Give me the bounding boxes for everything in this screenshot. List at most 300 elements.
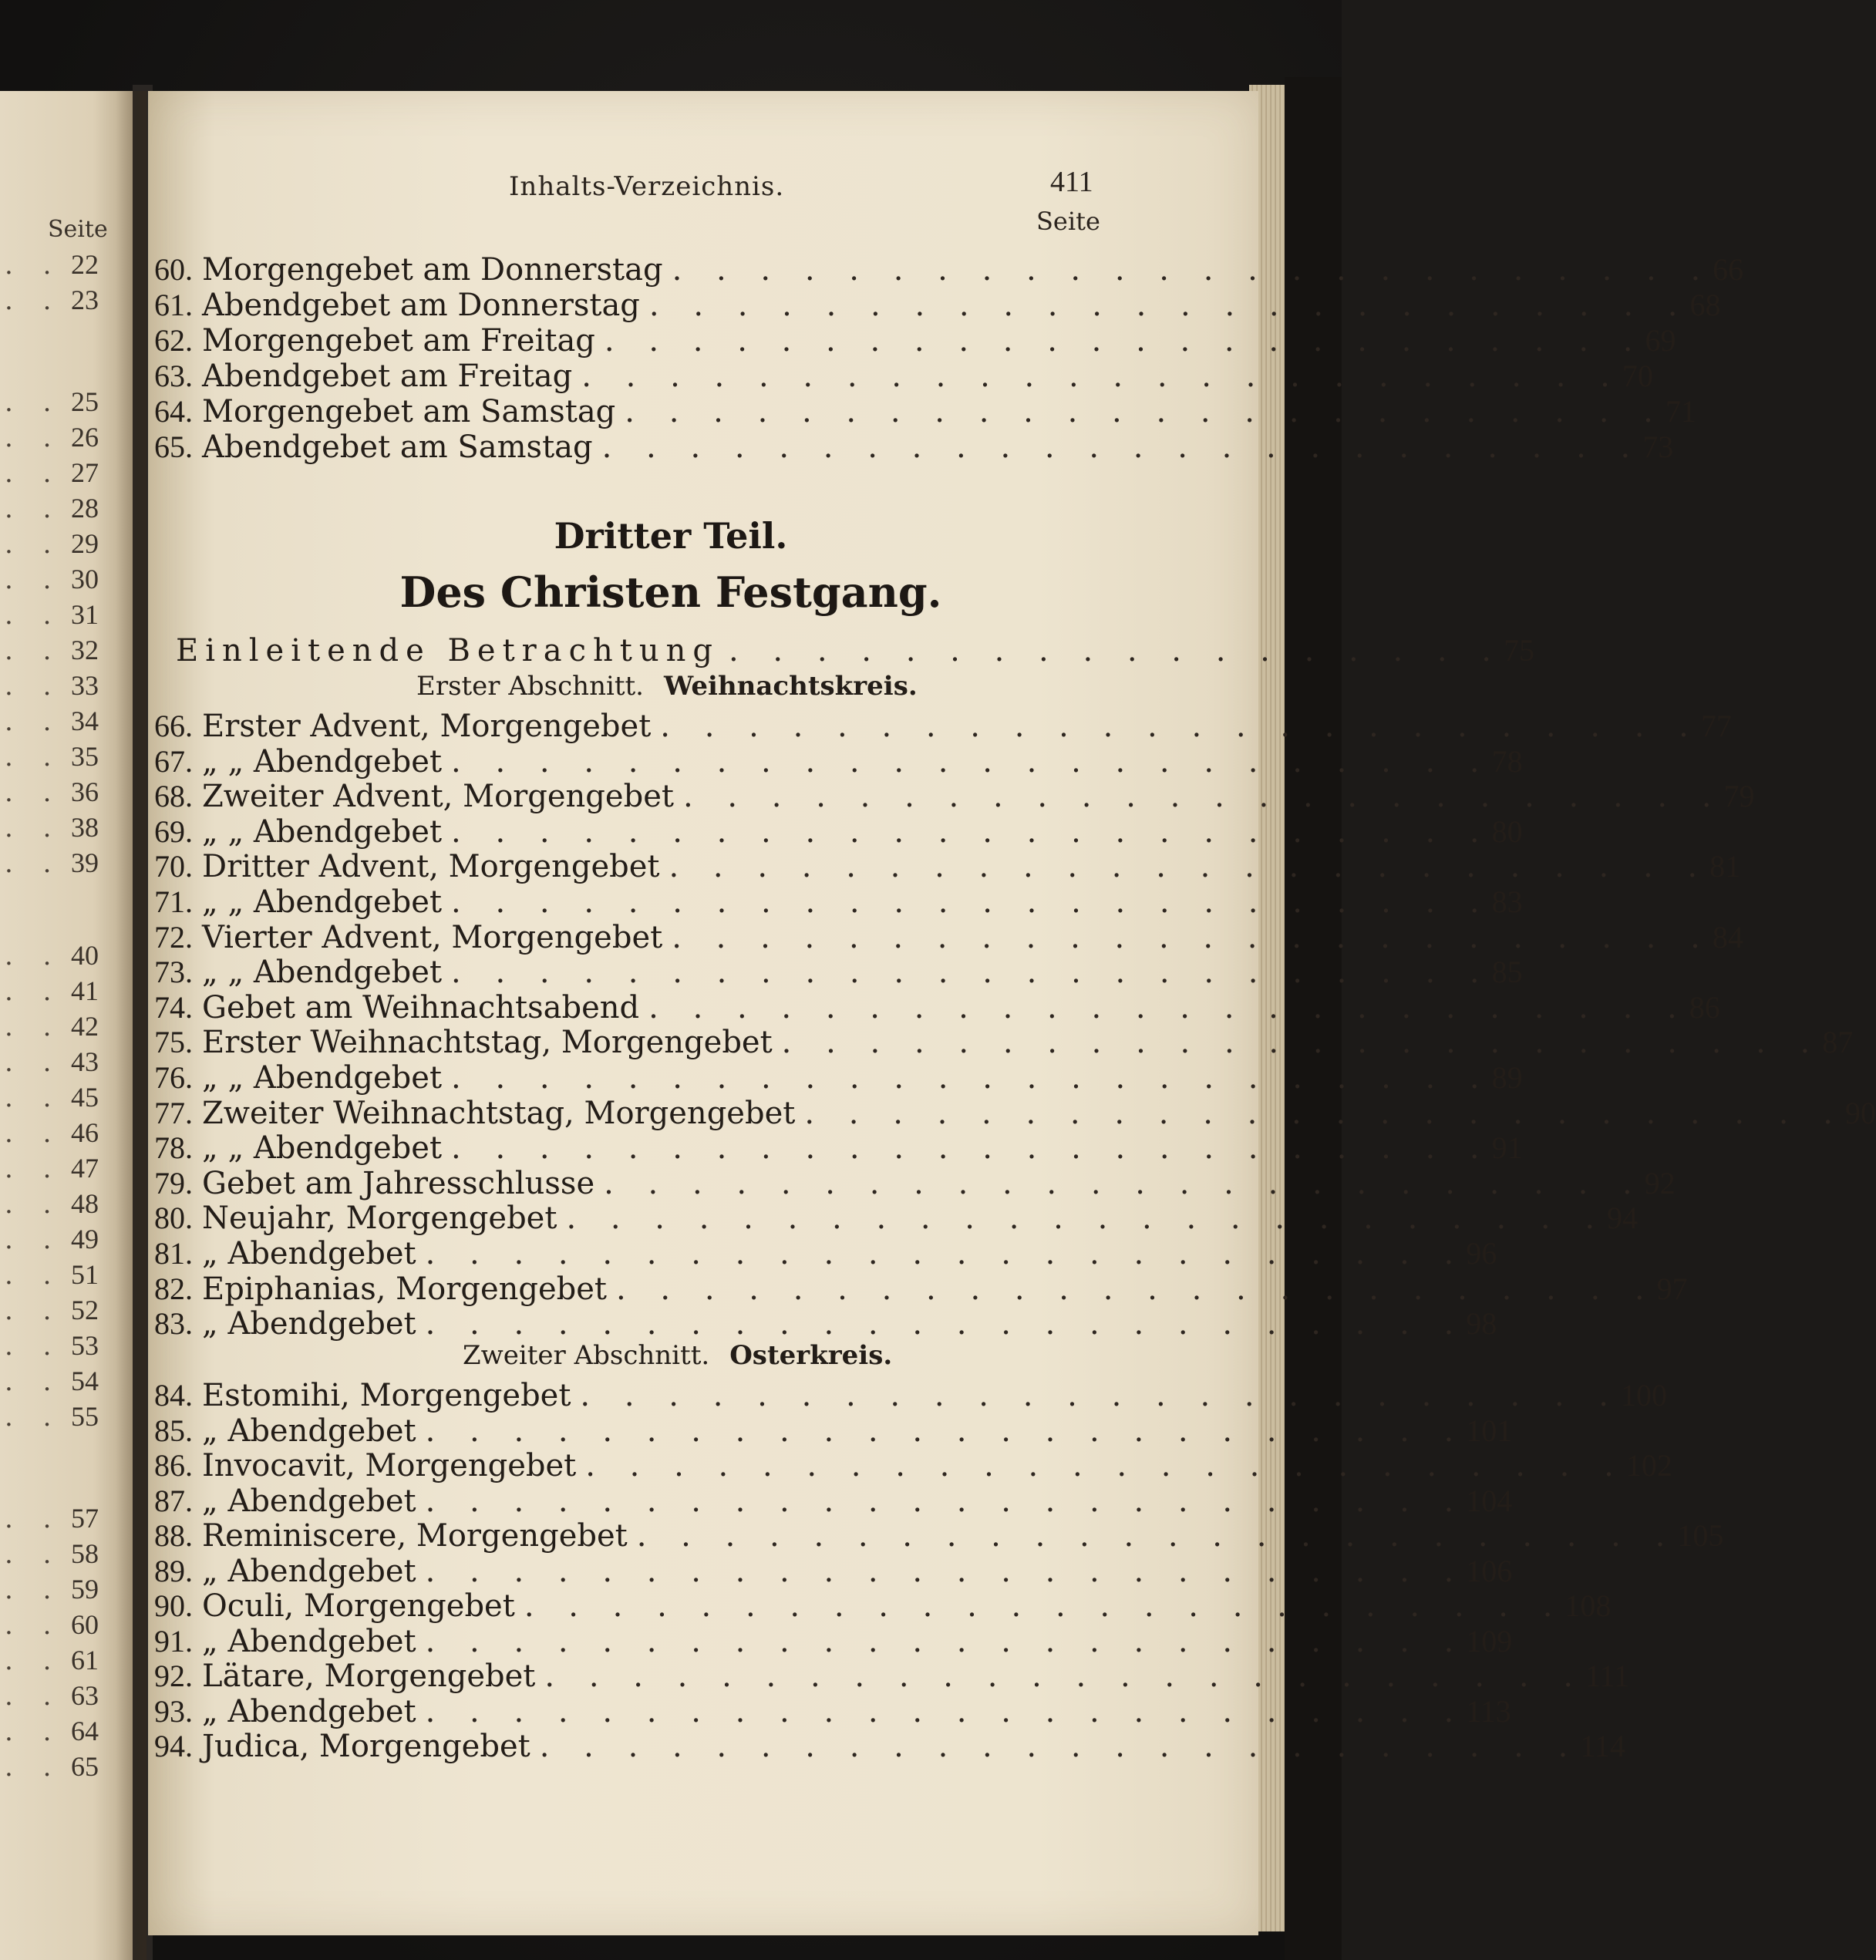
leader-dots: . . . . . . . . . . . . . . . . . . . . . . . . <box>636 1518 1678 1554</box>
entry-number: 77. <box>154 1095 193 1130</box>
left-page-row <box>0 1152 99 1183</box>
left-page-row <box>0 1365 99 1396</box>
left-page-row <box>0 1608 99 1639</box>
toc-entry <box>154 954 1523 991</box>
entry-number: 76. <box>154 1060 193 1095</box>
entry-page: 90 <box>1844 1095 1876 1130</box>
entry-page: 105 <box>1677 1518 1724 1553</box>
leader-dots: . . . . . . . . . . . . . . . . . . . . . . . . <box>524 1588 1565 1624</box>
entry-number: 91. <box>154 1623 193 1659</box>
left-page-number: 54 <box>71 1366 99 1396</box>
leader-dots: . . . . . . . . . . . . . . . . . . . . . . . . <box>648 288 1690 323</box>
entry-title: Abendgebet am Donnerstag <box>202 288 640 323</box>
toc-entry <box>154 1413 1513 1449</box>
left-page-row <box>0 1502 99 1533</box>
leader-dots: . . . . . . . . . . . . . . . . . . . . . . . . <box>601 429 1643 465</box>
leader-dots: . . <box>5 600 62 631</box>
entry-number: 83. <box>154 1306 193 1342</box>
leader-dots: . . <box>5 1610 62 1641</box>
left-page-row <box>0 1294 99 1325</box>
leader-dots: . . <box>5 1189 62 1220</box>
leader-dots: . . . . . . . . . . . . . . . . . . . . . . . . <box>451 1130 1492 1167</box>
leader-dots: . . <box>5 387 62 418</box>
entry-page: 73 <box>1642 429 1674 464</box>
leader-dots: . . <box>5 1681 62 1712</box>
leader-dots: . . . . . . . . . . . . . . . . . . . . . . . . <box>425 1553 1467 1589</box>
entry-page: 70 <box>1622 359 1653 393</box>
left-page-row <box>0 847 99 877</box>
entry-number: 69. <box>154 813 193 849</box>
left-page-row <box>0 284 99 315</box>
entry-number: 70. <box>154 849 193 884</box>
entry-number: 92. <box>154 1659 193 1693</box>
left-page-number: 57 <box>71 1503 99 1534</box>
part-subtitle: Des Christen Festgang. <box>399 567 942 617</box>
left-page-number: 55 <box>71 1401 99 1432</box>
intro-page: 75 <box>1504 633 1535 668</box>
left-page-number: 28 <box>71 493 99 524</box>
left-page-row <box>0 1329 99 1360</box>
entry-number: 80. <box>154 1201 193 1236</box>
leader-dots: . . . . . . . . . . . . . . . . . . . . . . . . <box>669 849 1710 885</box>
entry-page: 78 <box>1491 743 1523 779</box>
entry-number: 82. <box>154 1271 193 1306</box>
left-page-number: 29 <box>71 528 99 559</box>
left-page-number: 31 <box>71 599 99 630</box>
toc-entry <box>154 287 1721 323</box>
toc-entry <box>154 743 1523 780</box>
entry-title: „ Abendgebet <box>202 1413 416 1449</box>
intro-entry <box>176 632 1535 668</box>
entry-title: „ Abendgebet <box>202 1553 416 1589</box>
left-page-row <box>0 669 99 700</box>
leader-dots: . . <box>5 1366 62 1397</box>
toc-entry <box>154 393 1696 429</box>
left-page-number: 35 <box>71 741 99 772</box>
entry-title: Erster Advent, Morgengebet <box>202 709 652 744</box>
entry-page: 71 <box>1665 394 1696 429</box>
left-page-number: 34 <box>71 706 99 736</box>
entry-number: 72. <box>154 919 193 955</box>
entry-number: 66. <box>154 709 193 743</box>
leader-dots: . . . . . . . . . . . . . . . . . . . . . . . . <box>451 743 1492 780</box>
leader-dots: . . <box>5 848 62 879</box>
toc-entry <box>154 1305 1497 1342</box>
intro-title: Einleitende Betrachtung <box>176 633 719 668</box>
page-number: 411 <box>1050 166 1093 198</box>
entry-number: 60. <box>154 252 193 287</box>
entry-page: 106 <box>1466 1553 1513 1588</box>
leader-dots: . . . . . . . . . . . . . . . . . . . . . . . . <box>425 1623 1467 1659</box>
entry-number: 87. <box>154 1483 193 1518</box>
entry-title: „ Abendgebet <box>202 1483 416 1519</box>
leader-dots: . . <box>5 529 62 560</box>
leader-dots: . . . . . . . . . . . . . . . . . . . . . . . . <box>648 989 1689 1025</box>
left-page-row <box>0 1573 99 1604</box>
leader-dots: . . . . . . . . . . . . . . . . . . . . . . . . <box>566 1201 1608 1237</box>
entry-number: 85. <box>154 1413 193 1448</box>
entry-title: Neujahr, Morgengebet <box>202 1201 557 1237</box>
leader-dots: . . . . . . . . . . . . . . . . . . . . . . . . <box>580 1378 1622 1413</box>
left-page-row <box>0 1750 99 1781</box>
entry-page: 83 <box>1491 884 1523 919</box>
leader-dots: . . . . . . . . . . . . . . . . . . . . . . . . <box>672 919 1713 955</box>
leader-dots: . . . . . . . . . . . . . . . . . . . . . . . . <box>660 709 1701 744</box>
entry-page: 104 <box>1466 1483 1513 1518</box>
section-label: Erster Abschnitt. <box>416 671 644 702</box>
entry-number: 81. <box>154 1236 193 1271</box>
leader-dots: . . . . . . . . . . . . . . . . . . . . . . . . <box>451 813 1492 850</box>
entry-title: Zweiter Advent, Morgengebet <box>202 779 674 815</box>
entry-title: Reminiscere, Morgengebet <box>202 1518 628 1554</box>
left-page-number: 30 <box>71 564 99 594</box>
entry-title: Zweiter Weihnachtstag, Morgengebet <box>202 1095 796 1131</box>
left-page-row <box>0 1046 99 1076</box>
toc-entry <box>154 1130 1523 1167</box>
entry-page: 114 <box>1580 1729 1625 1763</box>
entry-page: 86 <box>1689 989 1720 1025</box>
left-page-row <box>0 634 99 665</box>
left-page-row <box>0 776 99 807</box>
leader-dots: . . <box>5 423 62 453</box>
section-heading-2 <box>463 1340 892 1371</box>
entry-number: 71. <box>154 884 193 919</box>
left-page-number: 51 <box>71 1259 99 1290</box>
entry-page: 85 <box>1491 955 1523 990</box>
left-page-number: 46 <box>71 1117 99 1148</box>
entry-title: „ „ Abendgebet <box>202 813 443 850</box>
leader-dots: . . <box>5 742 62 773</box>
left-page-number: 64 <box>71 1716 99 1746</box>
entry-title: Lätare, Morgengebet <box>202 1659 536 1694</box>
entry-title: Epiphanias, Morgengebet <box>202 1271 607 1307</box>
left-page-number: 25 <box>71 386 99 417</box>
leader-dots: . . <box>5 777 62 808</box>
entry-title: „ „ Abendgebet <box>202 1130 443 1167</box>
entry-title: „ Abendgebet <box>202 1693 416 1729</box>
seite-column-label: Seite <box>1036 207 1100 236</box>
entry-number: 86. <box>154 1448 193 1483</box>
toc-entry <box>154 1235 1497 1271</box>
leader-dots: . . <box>5 1574 62 1605</box>
entry-number: 75. <box>154 1025 193 1060</box>
left-page-row <box>0 1258 99 1289</box>
leader-dots: . . . . . . . . . . . . . . . . . . . . . . . . <box>451 955 1492 991</box>
left-page-row <box>0 1644 99 1675</box>
toc-entry <box>154 1095 1876 1131</box>
left-page-row <box>0 456 99 487</box>
leader-dots: . . <box>5 285 62 316</box>
entry-title: Abendgebet am Freitag <box>202 359 573 394</box>
entry-page: 108 <box>1564 1588 1612 1623</box>
entry-page: 96 <box>1466 1236 1497 1271</box>
toc-entry <box>154 1271 1688 1307</box>
entry-number: 78. <box>154 1130 193 1166</box>
page-header-title: Inhalts-Verzeichnis. <box>509 171 785 202</box>
leader-dots: . . . . . . . . . . . . . . . . . . <box>729 633 1504 668</box>
section-name: Weihnachtskreis. <box>663 671 918 702</box>
leader-dots: . . <box>5 1539 62 1570</box>
entry-title: „ Abendgebet <box>202 1306 416 1342</box>
leader-dots: . . <box>5 1645 62 1676</box>
entry-page: 68 <box>1689 288 1721 322</box>
leader-dots: . . . . . . . . . . . . . . . . . . . . . . . . <box>682 779 1724 815</box>
left-page-row <box>0 1537 99 1568</box>
entry-title: Morgengebet am Freitag <box>202 323 595 359</box>
toc-entry <box>154 1377 1668 1413</box>
entry-page: 97 <box>1656 1271 1688 1306</box>
left-page-number: 39 <box>71 847 99 878</box>
entry-title: „ Abendgebet <box>202 1236 416 1271</box>
toc-entry <box>154 251 1744 288</box>
left-page-row <box>0 811 99 842</box>
section-name: Osterkreis. <box>729 1340 893 1371</box>
entry-page: 111 <box>1585 1659 1630 1693</box>
leader-dots: . . . . . . . . . . . . . . . . . . . . . . . . <box>581 359 1622 394</box>
entry-page: 69 <box>1645 323 1676 358</box>
toc-entry <box>154 1517 1724 1554</box>
left-page-row <box>0 1187 99 1218</box>
leader-dots: . . . . . . . . . . . . . . . . . . . . . . . . <box>425 1413 1467 1449</box>
toc-entry <box>154 1658 1630 1694</box>
entry-number: 74. <box>154 989 193 1025</box>
left-page-number: 58 <box>71 1538 99 1569</box>
leader-dots: . . . . . . . . . . . . . . . . . . . . . . . . <box>616 1271 1657 1307</box>
toc-entry <box>154 989 1720 1025</box>
toc-entry <box>154 1165 1676 1201</box>
leader-dots: . . <box>5 493 62 524</box>
left-page-row <box>0 1223 99 1254</box>
entry-title: Oculi, Morgengebet <box>202 1588 515 1624</box>
leader-dots: . . <box>5 1012 62 1042</box>
leader-dots: . . <box>5 1331 62 1362</box>
left-page-number: 63 <box>71 1680 99 1711</box>
entry-number: 63. <box>154 359 193 393</box>
leader-dots: . . <box>5 706 62 737</box>
toc-entry <box>154 1200 1639 1237</box>
left-page-number: 65 <box>71 1751 99 1782</box>
entry-page: 101 <box>1466 1413 1513 1448</box>
leader-dots: . . . . . . . . . . . . . . . . . . . . . . . . <box>451 1060 1492 1096</box>
left-page-number: 43 <box>71 1046 99 1077</box>
entry-title: „ Abendgebet <box>202 1623 416 1659</box>
toc-entry <box>154 884 1523 920</box>
entry-number: 64. <box>154 394 193 429</box>
leader-dots: . . . . . . . . . . . . . . . . . . . . . . . . <box>585 1448 1626 1483</box>
entry-page: 113 <box>1466 1693 1511 1729</box>
left-page-row <box>0 248 99 279</box>
leader-dots: . . . . . . . . . . . . . . . . . . . . . . . . <box>425 1236 1467 1271</box>
left-page-number: 40 <box>71 940 99 971</box>
toc-entry <box>154 1483 1513 1519</box>
entry-title: Gebet am Jahresschlusse <box>202 1165 595 1201</box>
entry-number: 67. <box>154 743 193 779</box>
entry-number: 84. <box>154 1378 193 1413</box>
left-page-number: 45 <box>71 1082 99 1113</box>
left-page-row <box>0 1679 99 1710</box>
entry-title: Dritter Advent, Morgengebet <box>202 849 660 885</box>
entry-title: „ „ Abendgebet <box>202 884 443 920</box>
leader-dots: . . <box>5 976 62 1007</box>
left-page-row <box>0 1400 99 1431</box>
part-title: Dritter Teil. <box>554 515 788 557</box>
entry-title: „ „ Abendgebet <box>202 1060 443 1096</box>
entry-title: „ „ Abendgebet <box>202 955 443 991</box>
left-page-number: 60 <box>71 1609 99 1640</box>
leader-dots: . . . . . . . . . . . . . . . . . . . . . . . . <box>425 1306 1467 1342</box>
entry-page: 80 <box>1491 813 1523 849</box>
entry-title: „ „ Abendgebet <box>202 743 443 780</box>
left-seite-heading: Seite <box>48 216 108 243</box>
leader-dots: . . . . . . . . . . . . . . . . . . . . . . . . <box>625 394 1665 429</box>
leader-dots: . . <box>5 941 62 972</box>
entry-number: 93. <box>154 1693 193 1729</box>
entry-number: 65. <box>154 429 193 464</box>
left-page-number: 61 <box>71 1645 99 1675</box>
toc-entry <box>154 919 1743 955</box>
left-page-number: 36 <box>71 776 99 807</box>
leader-dots: . . <box>5 564 62 595</box>
left-page-number: 33 <box>71 670 99 701</box>
left-page-row <box>0 1010 99 1041</box>
entry-title: Morgengebet am Donnerstag <box>202 252 663 288</box>
entry-page: 81 <box>1709 849 1741 884</box>
leader-dots: . . <box>5 813 62 844</box>
left-page-number: 47 <box>71 1153 99 1184</box>
left-page-row <box>0 1081 99 1112</box>
left-page-number: 49 <box>71 1224 99 1254</box>
entry-number: 61. <box>154 288 193 322</box>
entry-page: 84 <box>1712 919 1743 955</box>
left-page-row <box>0 939 99 970</box>
leader-dots: . . <box>5 1224 62 1255</box>
entry-title: Gebet am Weihnachtsabend <box>202 989 640 1025</box>
toc-entry <box>154 1024 1854 1061</box>
entry-page: 89 <box>1491 1060 1523 1095</box>
entry-page: 100 <box>1621 1378 1668 1413</box>
left-page-number: 41 <box>71 975 99 1006</box>
left-page-number: 52 <box>71 1295 99 1325</box>
entry-title: Estomihi, Morgengebet <box>202 1378 571 1413</box>
leader-dots: . . . . . . . . . . . . . . . . . . . . . . . . <box>604 1165 1645 1201</box>
entry-number: 68. <box>154 779 193 814</box>
toc-entry <box>154 778 1755 815</box>
entry-title: Judica, Morgengebet <box>202 1729 530 1764</box>
leader-dots: . . <box>5 1047 62 1078</box>
leader-dots: . . . . . . . . . . . . . . . . . . . . . . . . <box>544 1659 1585 1694</box>
leader-dots: . . . . . . . . . . . . . . . . . . . . . . . . <box>539 1729 1581 1764</box>
left-page-number: 48 <box>71 1188 99 1219</box>
toc-entry <box>154 1728 1625 1764</box>
entry-title: Abendgebet am Samstag <box>202 429 593 465</box>
section-label: Zweiter Abschnitt. <box>463 1340 710 1371</box>
entry-title: Erster Weihnachtstag, Morgengebet <box>202 1025 773 1061</box>
leader-dots: . . <box>5 1752 62 1783</box>
left-page-number: 59 <box>71 1574 99 1605</box>
leader-dots: . . . . . . . . . . . . . . . . . . . . . . . . <box>425 1483 1467 1519</box>
toc-entry <box>154 708 1732 744</box>
entry-number: 62. <box>154 323 193 358</box>
leader-dots: . . . . . . . . . . . . . . . . . . . . . . . . <box>781 1025 1823 1061</box>
leader-dots: . . <box>5 1153 62 1184</box>
left-page-number: 42 <box>71 1011 99 1042</box>
left-page-row <box>0 705 99 736</box>
left-page-row <box>0 1116 99 1147</box>
toc-entry <box>154 358 1653 394</box>
left-page-number: 32 <box>71 635 99 665</box>
left-page-row <box>0 1715 99 1746</box>
entry-number: 73. <box>154 955 193 990</box>
entry-page: 77 <box>1700 709 1732 743</box>
leader-dots: . . . . . . . . . . . . . . . . . . . . . . . . <box>672 252 1713 288</box>
leader-dots: . . <box>5 1083 62 1113</box>
leader-dots: . . <box>5 1402 62 1433</box>
leader-dots: . . . . . . . . . . . . . . . . . . . . . . . . <box>604 323 1645 359</box>
entry-page: 87 <box>1822 1025 1854 1060</box>
left-page-row <box>0 421 99 452</box>
leader-dots: . . <box>5 1118 62 1149</box>
entry-number: 90. <box>154 1588 193 1623</box>
entry-number: 94. <box>154 1729 193 1763</box>
leader-dots: . . . . . . . . . . . . . . . . . . . . . . . . <box>425 1693 1467 1729</box>
entry-title: Morgengebet am Samstag <box>202 394 616 429</box>
section-heading-1 <box>416 671 918 702</box>
left-page-row <box>0 975 99 1005</box>
leader-dots: . . <box>5 458 62 489</box>
left-page-number: 23 <box>71 285 99 315</box>
leader-dots: . . <box>5 250 62 281</box>
entry-number: 79. <box>154 1165 193 1201</box>
entry-page: 79 <box>1723 779 1755 814</box>
entry-page: 91 <box>1491 1130 1523 1166</box>
left-page-number: 53 <box>71 1330 99 1361</box>
left-page-row <box>0 386 99 416</box>
toc-entry <box>154 1623 1513 1659</box>
leader-dots: . . . . . . . . . . . . . . . . . . . . . . . . <box>451 884 1492 920</box>
leader-dots: . . <box>5 635 62 666</box>
toc-entry <box>154 1059 1523 1096</box>
entry-number: 88. <box>154 1518 193 1553</box>
entry-page: 98 <box>1466 1306 1497 1342</box>
toc-entry <box>154 1553 1513 1589</box>
entry-number: 89. <box>154 1553 193 1588</box>
left-page-shadow <box>116 91 147 1960</box>
toc-entry <box>154 1693 1511 1729</box>
toc-entry <box>154 429 1674 465</box>
entry-page: 102 <box>1625 1448 1672 1483</box>
toc-entry <box>154 1588 1612 1624</box>
toc-entry <box>154 848 1741 885</box>
leader-dots: . . . . . . . . . . . . . . . . . . . . . . . . <box>804 1095 1845 1131</box>
toc-entry <box>154 813 1523 850</box>
toc-entry <box>154 322 1676 359</box>
entry-title: Invocavit, Morgengebet <box>202 1448 577 1483</box>
entry-page: 66 <box>1713 252 1744 287</box>
entry-page: 109 <box>1466 1623 1513 1659</box>
leader-dots: . . <box>5 671 62 702</box>
leader-dots: . . <box>5 1504 62 1534</box>
entry-page: 94 <box>1607 1201 1639 1236</box>
leader-dots: . . <box>5 1716 62 1747</box>
leader-dots: . . <box>5 1295 62 1326</box>
left-page-number: 26 <box>71 422 99 453</box>
entry-page: 92 <box>1644 1165 1676 1201</box>
left-page-number: 38 <box>71 812 99 843</box>
leader-dots: . . <box>5 1260 62 1291</box>
left-page-row <box>0 740 99 771</box>
left-page-number: 27 <box>71 457 99 488</box>
toc-entry <box>154 1447 1672 1483</box>
